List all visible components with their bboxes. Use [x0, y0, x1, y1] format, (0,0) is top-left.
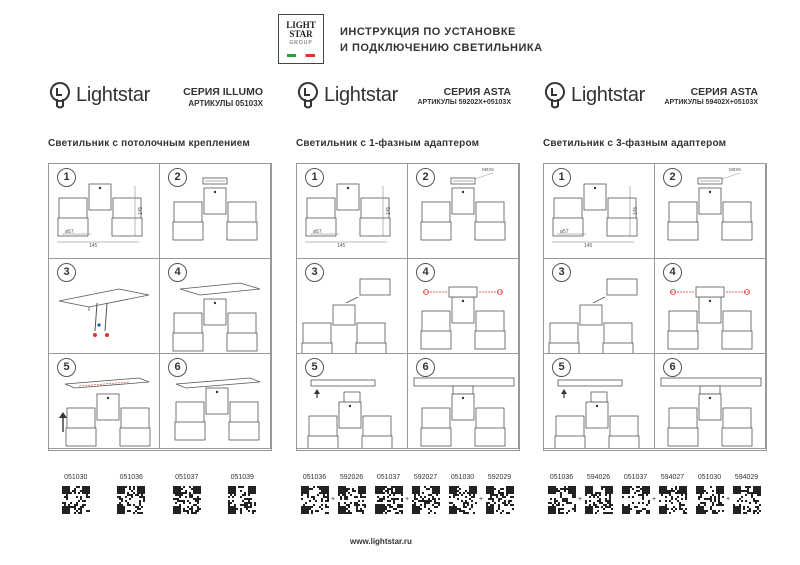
plus-sign: + — [578, 496, 583, 503]
step-number: 5 — [305, 358, 324, 377]
qr-code[interactable] — [696, 486, 724, 514]
qr-code-icon — [173, 486, 201, 514]
mount-label: M0X6 — [729, 167, 741, 172]
instruction-grid — [296, 163, 520, 451]
qr-code-icon — [228, 486, 256, 514]
article-code: 592029 — [487, 474, 512, 481]
series-block — [148, 86, 263, 108]
dimension-diameter: ø57 — [560, 229, 569, 235]
article-code: 051036 — [302, 474, 327, 481]
logo-line-1: LIGHT — [286, 20, 316, 30]
article-code: 051030 — [697, 474, 722, 481]
qr-code-icon — [622, 486, 650, 514]
step-number: 4 — [663, 263, 682, 282]
step-number: 2 — [168, 168, 187, 187]
section-subtitle: Светильник с 3-фазным адаптером — [543, 138, 727, 149]
dimension-width: 145 — [337, 243, 346, 249]
qr-code[interactable] — [301, 486, 329, 514]
series-title: СЕРИЯ ASTA — [443, 86, 511, 98]
lightbulb-icon — [48, 80, 72, 110]
dimension-height: 145 — [633, 206, 640, 216]
qr-code-icon — [338, 486, 366, 514]
series-block — [643, 86, 758, 106]
article-numbers: АРТИКУЛЫ 05103X — [188, 99, 263, 108]
logo-sub: GROUP — [289, 40, 313, 46]
plus-sign: + — [479, 496, 484, 503]
article-code: 051037 — [175, 474, 199, 481]
qr-code-icon — [696, 486, 724, 514]
step-number: 5 — [57, 358, 76, 377]
brand-name: Lightstar — [324, 84, 399, 106]
step-number: 6 — [168, 358, 187, 377]
dimension-height: 145 — [386, 206, 393, 216]
step-1-cell — [297, 164, 408, 259]
article-code: 051037 — [623, 474, 648, 481]
series-title: СЕРИЯ ILLUMO — [183, 86, 263, 98]
step-4-cell — [655, 259, 766, 354]
article-code: 051036 — [549, 474, 574, 481]
qr-code[interactable] — [228, 486, 256, 514]
article-code: 051036 — [119, 474, 143, 481]
step-5-cell — [49, 354, 160, 449]
qr-code-icon — [449, 486, 477, 514]
dimension-width: 145 — [89, 243, 98, 249]
step-3-cell — [49, 259, 160, 354]
step-number: 1 — [57, 168, 76, 187]
brand-name: Lightstar — [76, 84, 151, 106]
qr-code-icon — [585, 486, 613, 514]
article-code: 592026 — [339, 474, 364, 481]
document-title — [340, 24, 543, 56]
qr-code[interactable] — [548, 486, 576, 514]
article-code: 594029 — [734, 474, 759, 481]
step-3-cell — [297, 259, 408, 354]
step-number: 1 — [305, 168, 324, 187]
step-6-cell — [408, 354, 519, 449]
step-4-cell — [160, 259, 271, 354]
title-line-2: И ПОДКЛЮЧЕНИЮ СВЕТИЛЬНИКА — [340, 42, 543, 54]
step-number: 4 — [168, 263, 187, 282]
plus-sign: + — [331, 496, 336, 503]
instruction-grid — [543, 163, 767, 451]
qr-code[interactable] — [449, 486, 477, 514]
step-2-cell — [408, 164, 519, 259]
plus-sign: + — [726, 496, 731, 503]
dimension-diameter: ø57 — [313, 229, 322, 235]
step-number: 2 — [416, 168, 435, 187]
step-number: 6 — [663, 358, 682, 377]
qr-code[interactable] — [375, 486, 403, 514]
section-subtitle: Светильник с 1-фазным адаптером — [296, 138, 480, 149]
series-block — [396, 86, 511, 106]
qr-code-icon — [301, 486, 329, 514]
plus-sign: + — [405, 496, 410, 503]
qr-code[interactable] — [659, 486, 687, 514]
qr-code-icon — [412, 486, 440, 514]
step-number: 3 — [552, 263, 571, 282]
title-line-1: ИНСТРУКЦИЯ ПО УСТАНОВКЕ — [340, 26, 516, 38]
step-number: 6 — [416, 358, 435, 377]
logo-flag-stripe — [287, 54, 315, 57]
qr-code[interactable] — [412, 486, 440, 514]
qr-code[interactable] — [733, 486, 761, 514]
brand-name: Lightstar — [571, 84, 646, 106]
step-3-cell — [544, 259, 655, 354]
article-code: 594026 — [586, 474, 611, 481]
qr-code[interactable] — [585, 486, 613, 514]
website-url: www.lightstar.ru — [350, 537, 412, 546]
step-number: 3 — [305, 263, 324, 282]
section-subtitle: Светильник с потолочным креплением — [48, 138, 251, 149]
lightbulb-icon — [543, 80, 567, 110]
article-numbers: АРТИКУЛЫ 59202X+05103X — [417, 99, 511, 106]
qr-code-icon — [733, 486, 761, 514]
qr-code-icon — [548, 486, 576, 514]
dimension-width: 145 — [584, 243, 593, 249]
dimension-diameter: ø57 — [65, 229, 74, 235]
step-number: 5 — [552, 358, 571, 377]
article-code: 051030 — [64, 474, 88, 481]
qr-code-icon — [117, 486, 145, 514]
step-1-cell — [544, 164, 655, 259]
qr-code[interactable] — [622, 486, 650, 514]
mount-label: M0X6 — [482, 167, 494, 172]
qr-code-icon — [62, 486, 90, 514]
step-2-cell — [655, 164, 766, 259]
article-numbers: АРТИКУЛЫ 59402X+05103X — [664, 99, 758, 106]
step-1-cell — [49, 164, 160, 259]
step-5-cell — [297, 354, 408, 449]
plus-sign: + — [652, 496, 657, 503]
article-code: 051030 — [450, 474, 475, 481]
qr-code[interactable] — [338, 486, 366, 514]
step-2-cell — [160, 164, 271, 259]
step-6-cell — [160, 354, 271, 449]
step-number: 3 — [57, 263, 76, 282]
step-number: 1 — [552, 168, 571, 187]
step-4-cell — [408, 259, 519, 354]
qr-code-icon — [486, 486, 514, 514]
lightbulb-icon — [296, 80, 320, 110]
instruction-grid — [48, 163, 272, 451]
step-5-cell — [544, 354, 655, 449]
lightstar-group-logo — [278, 14, 324, 64]
article-code: 592027 — [413, 474, 438, 481]
qr-code[interactable] — [62, 486, 90, 514]
article-code: 051039 — [230, 474, 254, 481]
step-number: 2 — [663, 168, 682, 187]
qr-code-icon — [375, 486, 403, 514]
article-code: 594027 — [660, 474, 685, 481]
series-title: СЕРИЯ ASTA — [690, 86, 758, 98]
qr-code[interactable] — [173, 486, 201, 514]
logo-line-2: STAR — [289, 29, 313, 39]
step-6-cell — [655, 354, 766, 449]
article-code: 051037 — [376, 474, 401, 481]
dimension-height: 145 — [138, 206, 145, 216]
qr-code[interactable] — [486, 486, 514, 514]
step-number: 4 — [416, 263, 435, 282]
qr-code[interactable] — [117, 486, 145, 514]
qr-code-icon — [659, 486, 687, 514]
